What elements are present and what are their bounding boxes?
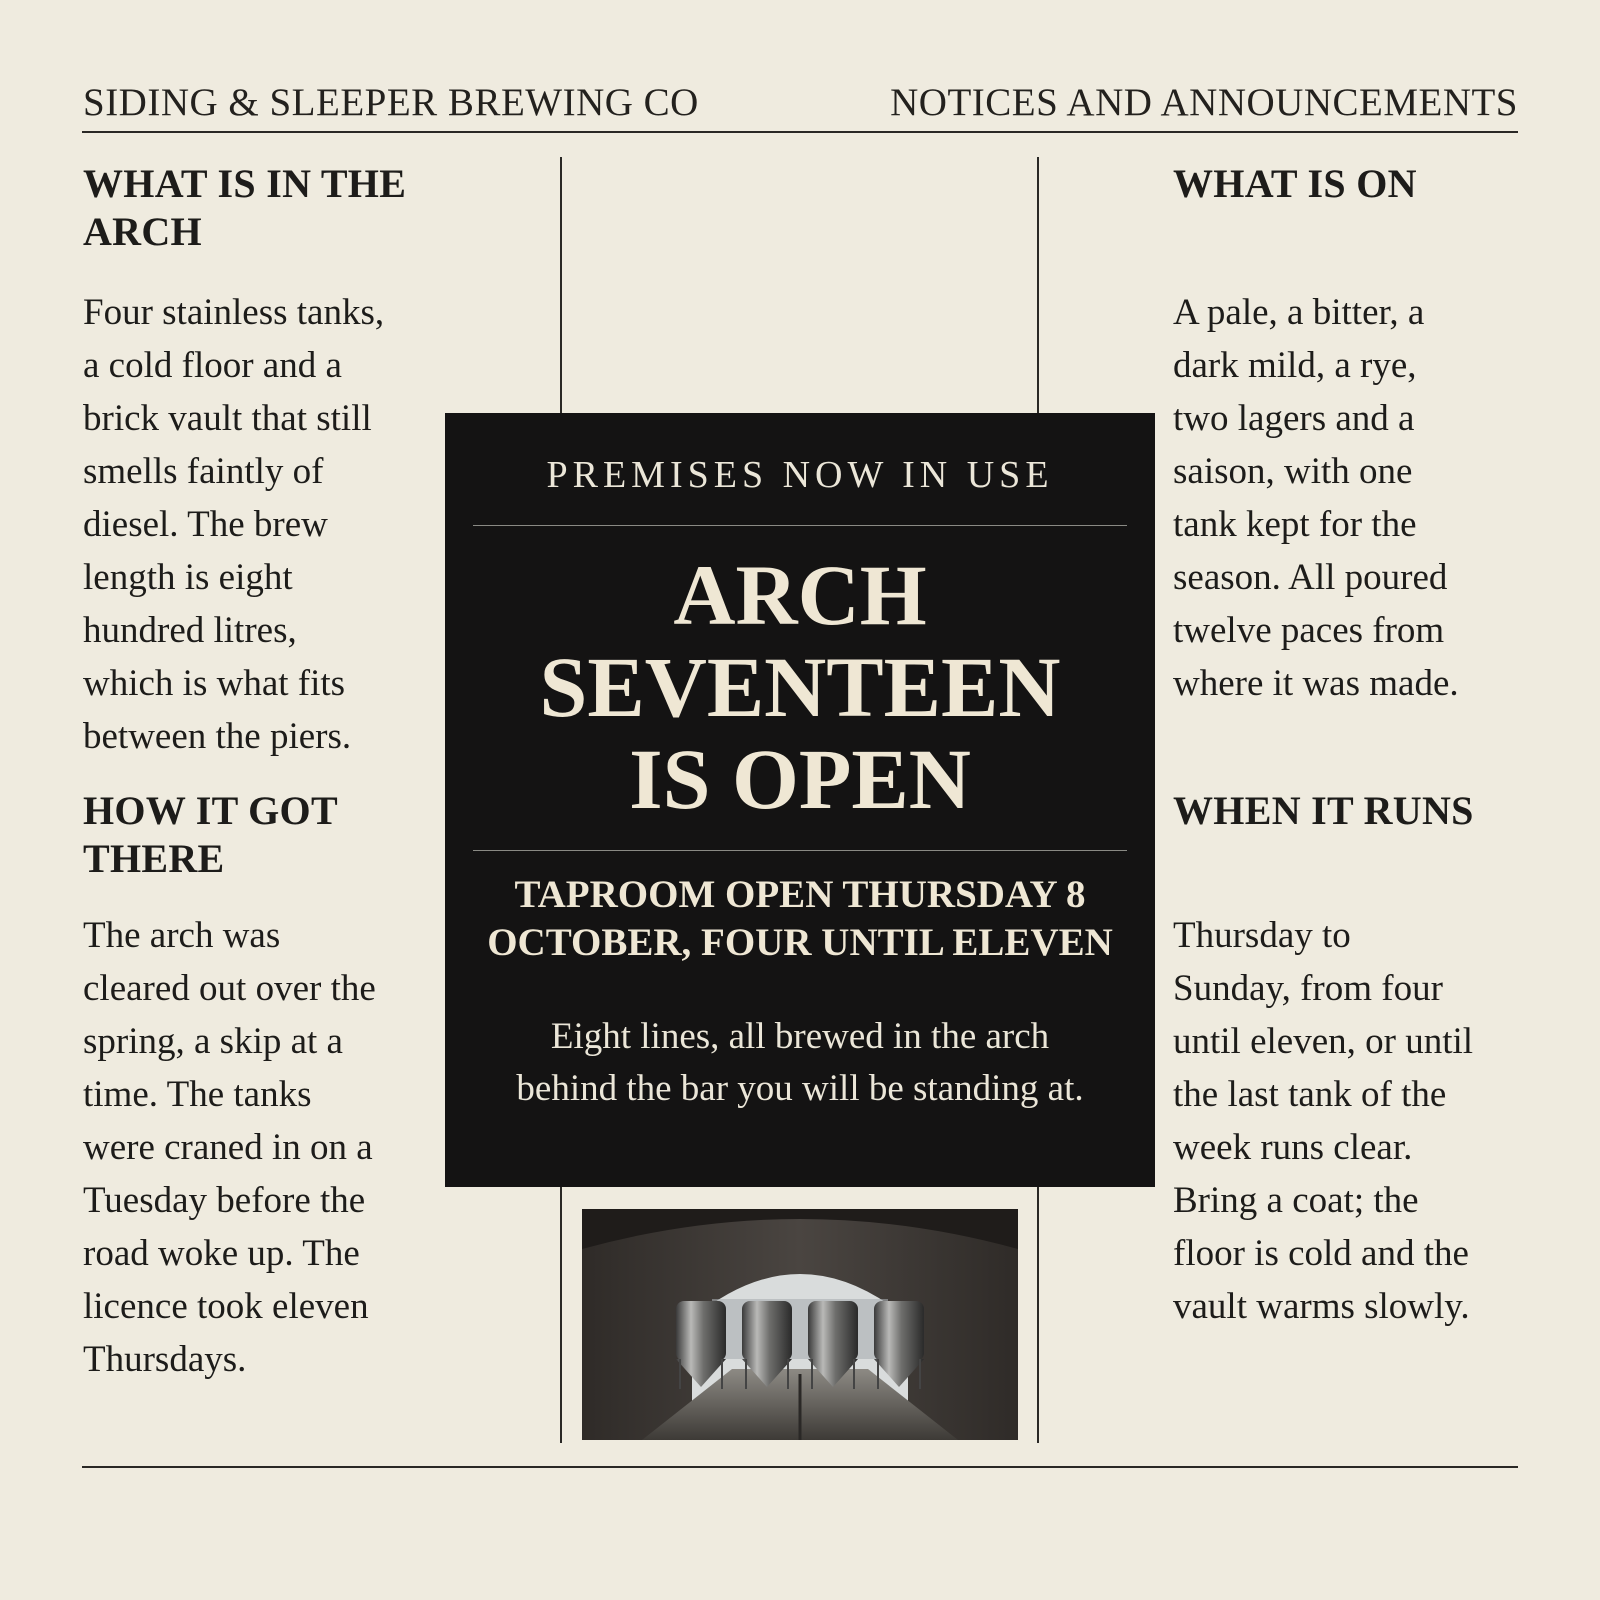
text-line: The arch was [83, 915, 281, 956]
heading-line: THERE [83, 836, 225, 881]
panel-headline [445, 549, 1155, 825]
text-line: which is what fits [83, 663, 346, 704]
text-line: vault warms slowly. [1173, 1286, 1470, 1327]
text-line: week runs clear. [1173, 1127, 1413, 1168]
heading-how-it-got-there [83, 787, 443, 883]
panel-kicker: PREMISES NOW IN USE [546, 454, 1054, 496]
text-line: Thursdays. [83, 1339, 247, 1380]
headline-line: IS OPEN [629, 731, 971, 827]
paragraph-history [83, 909, 443, 1386]
bottom-rule [82, 1466, 1518, 1468]
text-line: were craned in on a [83, 1127, 373, 1168]
text-line: tank kept for the [1173, 504, 1417, 545]
heading-line: ARCH [83, 209, 202, 254]
heading-line: WHAT IS ON [1173, 161, 1417, 206]
text-line: twelve paces from [1173, 610, 1445, 651]
text-line: spring, a skip at a [83, 1021, 343, 1062]
text-line: saison, with one [1173, 451, 1413, 492]
text-line: floor is cold and the [1173, 1233, 1469, 1274]
sub-line: OCTOBER, FOUR UNTIL ELEVEN [487, 921, 1113, 964]
arch-tanks-photo [582, 1209, 1018, 1440]
text-line: two lagers and a [1173, 398, 1415, 439]
text-line: the last tank of the [1173, 1074, 1447, 1115]
text-line: road woke up. The [83, 1233, 360, 1274]
text-line: smells faintly of [83, 451, 324, 492]
panel-divider-top [473, 525, 1127, 526]
text-line: where it was made. [1173, 663, 1459, 704]
text-line: Thursday to [1173, 915, 1351, 956]
heading-what-is-in-the-arch [83, 160, 443, 256]
text-line: season. All poured [1173, 557, 1448, 598]
text-line: time. The tanks [83, 1074, 312, 1115]
panel-opening-date [455, 871, 1145, 967]
right-column [1173, 160, 1533, 1333]
heading-line: WHAT IS IN THE [83, 161, 407, 206]
text-line: length is eight [83, 557, 293, 598]
text-line: brick vault that still [83, 398, 372, 439]
paragraph-arch-contents [83, 286, 443, 763]
headline-line: SEVENTEEN [539, 639, 1061, 735]
text-line: dark mild, a rye, [1173, 345, 1417, 386]
desc-line: behind the bar you will be standing at. [516, 1068, 1084, 1109]
text-line: cleared out over the [83, 968, 376, 1009]
text-line: Tuesday before the [83, 1180, 366, 1221]
paragraph-beer-list [1173, 286, 1533, 710]
text-line: Sunday, from four [1173, 968, 1443, 1009]
panel-divider-bottom [473, 850, 1127, 851]
text-line: diesel. The brew [83, 504, 328, 545]
paragraph-opening-times [1173, 909, 1533, 1333]
masthead [83, 72, 1518, 132]
headline-line: ARCH [673, 547, 927, 643]
heading-when-it-runs [1173, 787, 1533, 835]
heading-what-is-on [1173, 160, 1533, 208]
text-line: until eleven, or until [1173, 1021, 1474, 1062]
text-line: Bring a coat; the [1173, 1180, 1419, 1221]
announcement-panel [445, 413, 1155, 1187]
text-line: between the piers. [83, 716, 352, 757]
top-rule [82, 131, 1518, 133]
heading-line: HOW IT GOT [83, 788, 338, 833]
section-title: NOTICES AND ANNOUNCEMENTS [890, 80, 1518, 124]
text-line: a cold floor and a [83, 345, 342, 386]
text-line: A pale, a bitter, a [1173, 292, 1425, 333]
sub-line: TAPROOM OPEN THURSDAY 8 [514, 873, 1086, 916]
text-line: hundred litres, [83, 610, 297, 651]
arch-illustration [582, 1209, 1018, 1440]
heading-line: WHEN IT RUNS [1173, 788, 1474, 833]
brand-name: SIDING & SLEEPER BREWING CO [83, 80, 699, 124]
panel-description [455, 1011, 1145, 1115]
left-column [83, 160, 443, 1386]
desc-line: Eight lines, all brewed in the arch [550, 1016, 1050, 1057]
text-line: Four stainless tanks, [83, 292, 385, 333]
text-line: licence took eleven [83, 1286, 369, 1327]
